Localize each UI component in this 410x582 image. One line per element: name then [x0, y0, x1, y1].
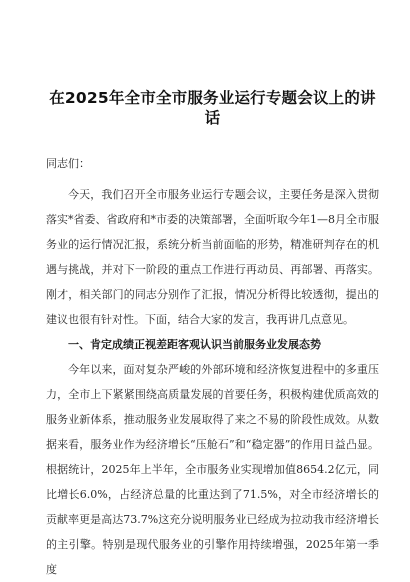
document-title: 在2025年全市全市服务业运行专题会议上的讲话: [49, 89, 376, 127]
salutation: 同志们：: [46, 157, 90, 170]
intro-paragraph: 今天，我们召开全市服务业运行专题会议，主要任务是深入贯彻落实*省委、省政府和*市委的决策部署，全面听取今年1—8月全市服务业的运行情况汇报，系统分析当前面临的形势，精准研判存在的机遇与挑战，并对下一阶段的重点工作进行再动员、再部署、再落实。刚才，相关部门的同志分别作了汇报，情况分析得比较透彻，提出的建议也很有针对性。下面，结合大家的发言，我再讲几点意见。: [46, 188, 379, 326]
section-heading-1: 一、肯定成绩正视差距客观认识当前服务业发展态势: [68, 338, 321, 351]
section-1-paragraph: 今年以来，面对复杂严峻的外部环境和经济恢复进程中的多重压力，全市上下紧紧围绕高质量发展的首要任务，积极构建优质高效的服务业新体系，推动服务业发展取得了来之不易的阶段性成效。从数据来看，服务业作为经济增长“压舱石”和“稳定器”的作用日益凸显。根据统计，2025年上半年，全市服务业实现增加值8654.2亿元，同比增长6.0%，占经济总量的比重达到了71.5%，对全市经济增长的贡献率更是高达73.7%这充分说明服务业已经成为拉动我市经济增长的主引擎。特别是现代服务业的引擎作用持续增强，2025年第一季度: [46, 363, 379, 576]
